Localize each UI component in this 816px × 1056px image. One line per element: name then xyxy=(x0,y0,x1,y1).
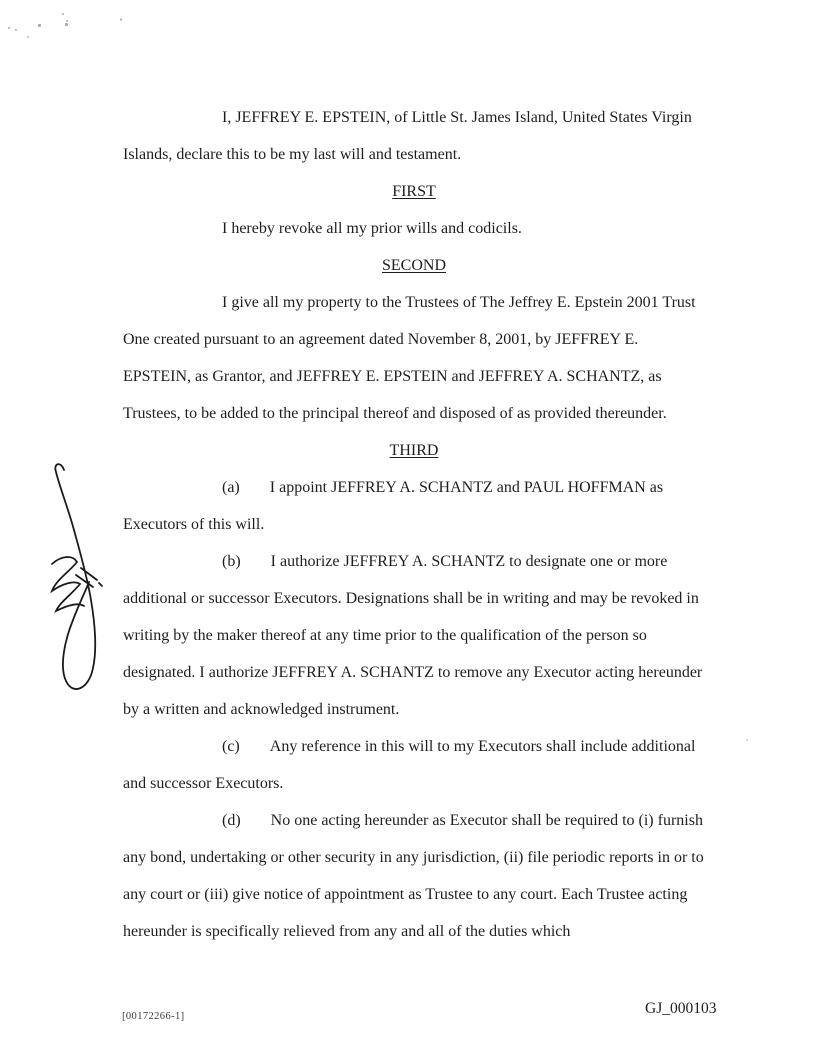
speck xyxy=(27,36,29,38)
subsection-label-d: (d) xyxy=(222,812,241,829)
speck xyxy=(8,27,10,29)
subsection-text: I authorize JEFFREY A. SCHANTZ to designate one or more additional or successor Executors. Designations shall be in writing and may be revoked in writing by the maker thereof at any time prior to the qualification of the person so designated. I authorize JEFFREY A. SCHANTZ to remove any Executor acting hereunder by a written and acknowledged instrument. xyxy=(123,553,703,718)
section-heading-second xyxy=(123,247,705,284)
subsection-label-b: (b) xyxy=(222,553,241,570)
section-heading-first xyxy=(123,173,705,210)
heading-text: FIRST xyxy=(392,183,436,200)
speck xyxy=(15,29,17,31)
paragraph-third-c xyxy=(123,728,705,802)
heading-text: SECOND xyxy=(381,257,446,274)
subsection-label-a: (a) xyxy=(222,479,240,496)
paragraph-third-b xyxy=(123,543,705,728)
paragraph-third-d xyxy=(123,802,705,950)
speck xyxy=(66,20,68,22)
speck xyxy=(120,18,122,21)
speck xyxy=(746,739,748,741)
footer-document-reference: [00172266-1] xyxy=(122,1011,185,1022)
handwritten-scribble xyxy=(6,444,126,724)
subsection-text: Any reference in this will to my Executors shall include additional and successor Executors. xyxy=(123,738,696,792)
paragraph-bequest: I give all my property to the Trustees of The Jeffrey E. Epstein 2001 Trust One created pursuant to an agreement dated November 8, 2001, by JEFFREY E. EPSTEIN, as Grantor, and JEFFREY E. EPSTEIN and JEFFREY A. SCHANTZ, as Trustees, to be added to the principal thereof and disposed of as provided thereunder. xyxy=(123,294,696,422)
speck xyxy=(65,23,68,26)
speck xyxy=(38,24,41,27)
section-heading-third xyxy=(123,432,705,469)
document-body xyxy=(123,99,705,950)
subsection-label-c: (c) xyxy=(222,738,240,755)
footer-bates-number: GJ_000103 xyxy=(645,1000,717,1017)
subsection-text: No one acting hereunder as Executor shall be required to (i) furnish any bond, undertaking or other security in any jurisdiction, (ii) file periodic reports in or to any court or (iii) give notice of appointment as Trustee to any court. Each Trustee acting hereunder is specifically relieved from any and all of the duties which xyxy=(123,812,704,940)
subsection-text: I appoint JEFFREY A. SCHANTZ and PAUL HOFFMAN as Executors of this will. xyxy=(123,479,664,533)
heading-text: THIRD xyxy=(389,442,439,459)
paragraph-third-a xyxy=(123,469,705,543)
opening-paragraph: I, JEFFREY E. EPSTEIN, of Little St. James Island, United States Virgin Islands, declare this to be my last will and testament. xyxy=(123,109,692,163)
speck xyxy=(62,13,64,15)
paragraph-revocation: I hereby revoke all my prior wills and codicils. xyxy=(222,220,522,237)
